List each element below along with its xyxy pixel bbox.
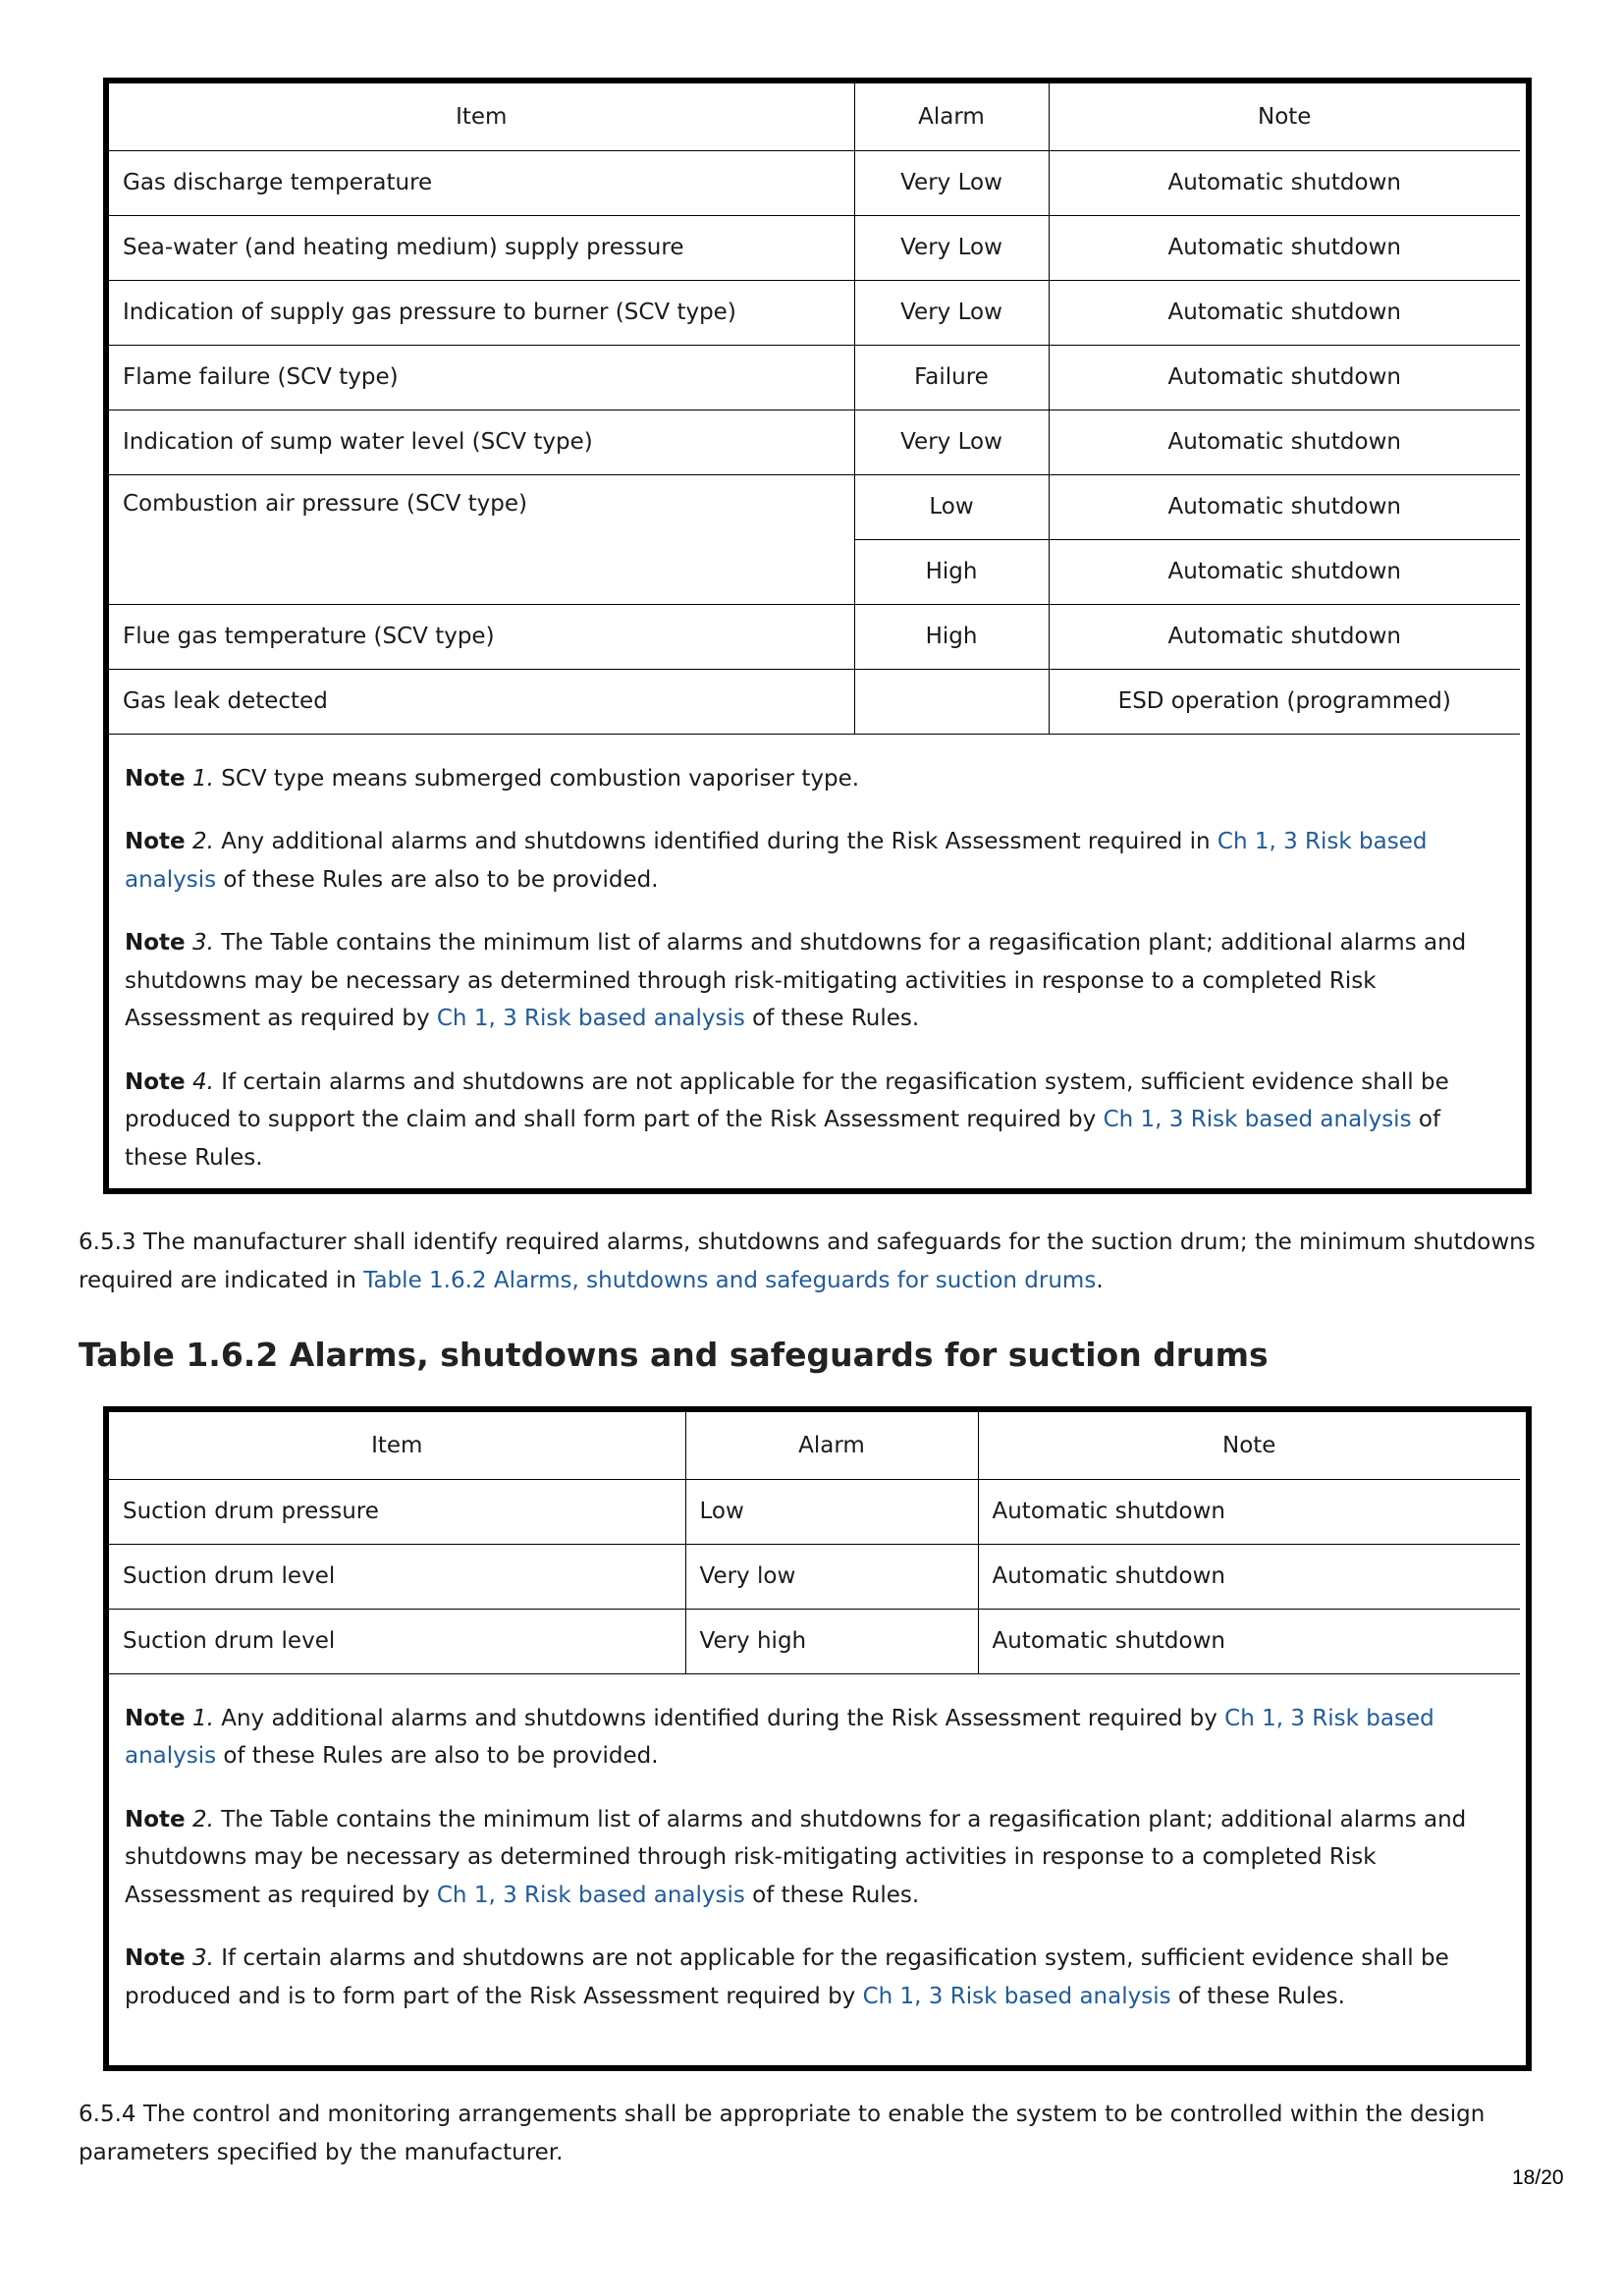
table-alarms-regasification	[103, 78, 1532, 1194]
paragraph-6-5-4: 6.5.4 The control and monitoring arrangements shall be appropriate to enable the system to be controlled within the design parameters specified by the manufacturer.	[79, 2102, 1486, 2165]
note-text-after: of these Rules.	[1170, 1983, 1345, 2009]
cell-item: Combustion air pressure (SCV type)	[109, 474, 854, 604]
table-row	[109, 669, 1520, 734]
cell-alarm: Low	[685, 1479, 978, 1544]
cell-alarm: Very Low	[854, 280, 1049, 345]
cell-note: Automatic shutdown	[1049, 410, 1520, 474]
note-label: Note	[125, 1945, 186, 1971]
cell-note: Automatic shutdown	[978, 1479, 1520, 1544]
note-2	[125, 1801, 1510, 1915]
header-alarm: Alarm	[854, 83, 1049, 150]
note-label: Note	[125, 1068, 186, 1095]
header-note: Note	[978, 1412, 1520, 1479]
cell-item: Gas discharge temperature	[109, 150, 854, 215]
cell-item: Sea-water (and heating medium) supply pressure	[109, 215, 854, 280]
cell-note: Automatic shutdown	[1049, 539, 1520, 604]
risk-analysis-link[interactable]: Ch 1, 3 Risk based analysis	[862, 1983, 1171, 2009]
note-number: 1.	[191, 765, 214, 792]
table-row	[109, 474, 1520, 539]
cell-alarm: Very high	[685, 1609, 978, 1673]
cell-item: Suction drum level	[109, 1609, 685, 1673]
table-row	[109, 345, 1520, 410]
table-header-row	[109, 1412, 1520, 1479]
cell-alarm	[854, 669, 1049, 734]
cell-note: Automatic shutdown	[1049, 474, 1520, 539]
cell-note: Automatic shutdown	[978, 1544, 1520, 1609]
note-1	[125, 1700, 1510, 1776]
table-row	[109, 410, 1520, 474]
header-item: Item	[109, 1412, 685, 1479]
note-label: Note	[125, 829, 186, 854]
table-notes	[109, 735, 1526, 1177]
note-number: 3.	[191, 1945, 214, 1971]
note-label: Note	[125, 1705, 186, 1731]
note-number: 2.	[191, 1806, 214, 1832]
cell-note: Automatic shutdown	[1049, 280, 1520, 345]
table-1-6-2-heading: Table 1.6.2 Alarms, shutdowns and safeguards for suction drums	[79, 1336, 1269, 1374]
header-note: Note	[1049, 83, 1520, 150]
note-2	[125, 823, 1510, 899]
note-text: Any additional alarms and shutdowns identified during the Risk Assessment required in	[213, 829, 1217, 854]
risk-analysis-link[interactable]: Ch 1, 3 Risk based analysis	[125, 829, 1428, 893]
alarms-table	[109, 83, 1520, 735]
cell-note: Automatic shutdown	[1049, 604, 1520, 669]
table-1-6-2-link[interactable]: Table 1.6.2 Alarms, shutdowns and safeguards for suction drums	[363, 1267, 1097, 1293]
cell-note: Automatic shutdown	[1049, 150, 1520, 215]
suction-drum-table	[109, 1412, 1520, 1674]
note-text-after: of these Rules are also to be provided.	[216, 866, 659, 893]
table-row	[109, 215, 1520, 280]
cell-item: Flame failure (SCV type)	[109, 345, 854, 410]
note-text-after: of these Rules.	[744, 1882, 920, 1908]
note-text: Any additional alarms and shutdowns identified during the Risk Assessment required by	[213, 1705, 1225, 1731]
note-number: 1.	[191, 1705, 214, 1731]
table-row	[109, 604, 1520, 669]
note-3	[125, 924, 1510, 1038]
risk-analysis-link[interactable]: Ch 1, 3 Risk based analysis	[1103, 1107, 1412, 1132]
table-notes	[109, 1674, 1526, 2016]
note-label: Note	[125, 1806, 186, 1832]
note-number: 4.	[191, 1068, 214, 1095]
risk-analysis-link[interactable]: Ch 1, 3 Risk based analysis	[125, 1705, 1434, 1769]
cell-note: Automatic shutdown	[978, 1609, 1520, 1673]
cell-item: Indication of sump water level (SCV type)	[109, 410, 854, 474]
table-row	[109, 150, 1520, 215]
cell-item: Indication of supply gas pressure to burner (SCV type)	[109, 280, 854, 345]
note-text: The Table contains the minimum list of alarms and shutdowns for a regasification plant; additional alarms and shutdowns may be necessary as determined through risk-mitigating activities in response to a completed Risk Assessment as required by	[125, 1806, 1467, 1908]
note-label: Note	[125, 930, 186, 956]
table-row	[109, 1609, 1520, 1673]
note-text-after: of these Rules.	[125, 1107, 1441, 1171]
note-number: 2.	[191, 829, 214, 854]
risk-analysis-link[interactable]: Ch 1, 3 Risk based analysis	[436, 1882, 745, 1908]
cell-note: Automatic shutdown	[1049, 215, 1520, 280]
table-suction-drums	[103, 1406, 1532, 2071]
header-alarm: Alarm	[685, 1412, 978, 1479]
note-text: The Table contains the minimum list of alarms and shutdowns for a regasification plant; additional alarms and shutdowns may be necessary as determined through risk-mitigating activities in response to a completed Risk Assessment as required by	[125, 930, 1467, 1031]
paragraph-text-after: .	[1096, 1267, 1104, 1293]
cell-note: ESD operation (programmed)	[1049, 669, 1520, 734]
table-row	[109, 1479, 1520, 1544]
table-header-row	[109, 83, 1520, 150]
cell-alarm: Very Low	[854, 215, 1049, 280]
cell-note: Automatic shutdown	[1049, 345, 1520, 410]
note-number: 3.	[191, 930, 214, 956]
cell-item: Suction drum pressure	[109, 1479, 685, 1544]
table-row	[109, 280, 1520, 345]
table-row	[109, 1544, 1520, 1609]
cell-alarm: Failure	[854, 345, 1049, 410]
note-text-after: of these Rules.	[744, 1006, 920, 1031]
cell-alarm: High	[854, 539, 1049, 604]
cell-item: Suction drum level	[109, 1544, 685, 1609]
cell-alarm: Very Low	[854, 150, 1049, 215]
cell-alarm: Very Low	[854, 410, 1049, 474]
note-text-after: of these Rules are also to be provided.	[216, 1743, 659, 1769]
page-number: 18/20	[1512, 2166, 1564, 2189]
cell-alarm: Low	[854, 474, 1049, 539]
note-1	[125, 760, 1510, 798]
note-text: If certain alarms and shutdowns are not applicable for the regasification system, sufficient evidence shall be produced to support the claim and shall form part of the Risk Assessment required by	[125, 1068, 1449, 1132]
risk-analysis-link[interactable]: Ch 1, 3 Risk based analysis	[436, 1006, 745, 1031]
paragraph-text: 6.5.3 The manufacturer shall identify required alarms, shutdowns and safeguards for the suction drum; the minimum shutdowns required are indicated in	[79, 1230, 1536, 1293]
note-text: If certain alarms and shutdowns are not applicable for the regasification system, sufficient evidence shall be produced and is to form part of the Risk Assessment required by	[125, 1945, 1449, 2009]
cell-alarm: High	[854, 604, 1049, 669]
cell-item: Flue gas temperature (SCV type)	[109, 604, 854, 669]
note-3	[125, 1940, 1510, 2015]
paragraph-6-5-3	[79, 1224, 1551, 1299]
cell-item: Gas leak detected	[109, 669, 854, 734]
cell-alarm: Very low	[685, 1544, 978, 1609]
note-text: SCV type means submerged combustion vaporiser type.	[213, 765, 860, 792]
note-4	[125, 1064, 1510, 1177]
header-item: Item	[109, 83, 854, 150]
note-label: Note	[125, 765, 186, 792]
